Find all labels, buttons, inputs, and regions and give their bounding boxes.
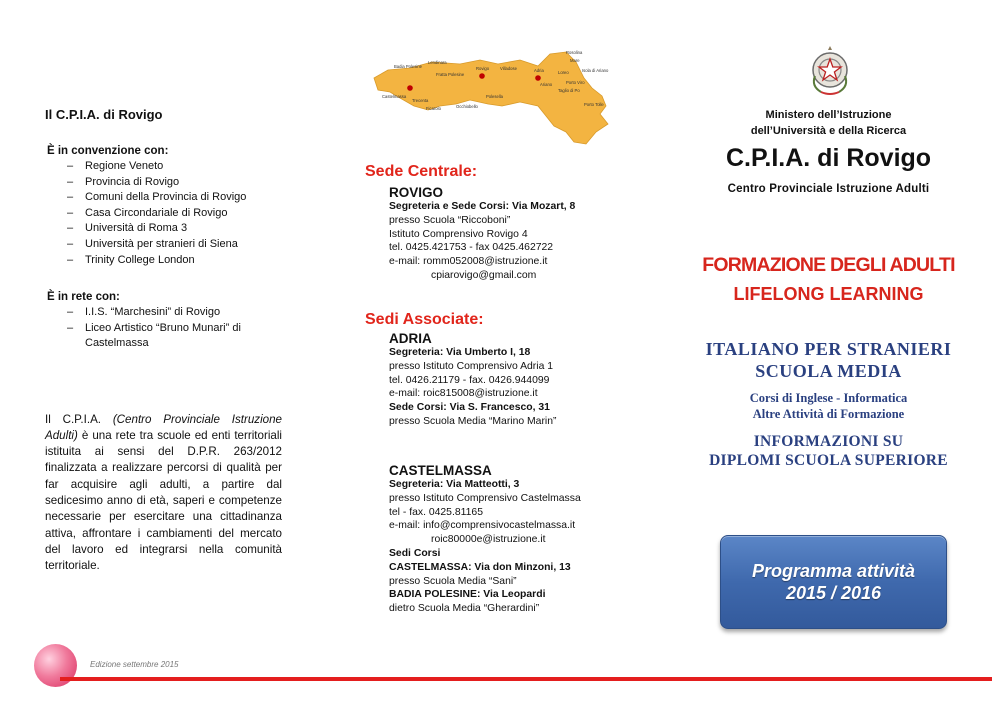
ministero-line-1: Ministero dell’Istruzione xyxy=(765,109,892,121)
list-item: – Regione Veneto xyxy=(67,159,295,175)
castelmassa-address: CASTELMASSA: Via don Minzoni, 13 xyxy=(389,561,571,573)
cpia-title: C.P.I.A. di Rovigo xyxy=(725,144,932,172)
map-label: Castelmassa xyxy=(382,94,407,99)
email-line[interactable]: e-mail: info@comprensivocastelmassa.it xyxy=(389,520,576,532)
tel-line: tel. 0426.21179 - fax. 0426.944099 xyxy=(389,374,550,386)
map-label: Lendinara xyxy=(428,60,447,65)
rovigo-marker xyxy=(479,73,485,79)
list-item: – Provincia di Rovigo xyxy=(67,175,295,191)
sedi-associate-title: Sedi Associate: xyxy=(365,311,484,328)
map-label: Porto Tolle xyxy=(584,102,604,107)
cpia-subtitle: Centro Provinciale Istruzione Adulti xyxy=(727,183,930,195)
map-label: Trecenta xyxy=(412,98,429,103)
map-label: Ficarolo xyxy=(426,106,441,111)
city-name: CASTELMASSA xyxy=(389,463,492,478)
corsi-line: Corsi di Inglese - Informatica xyxy=(749,391,908,405)
presso-line: presso Scuola Media “Sani” xyxy=(389,575,517,587)
info-heading xyxy=(665,432,992,470)
email-line-2[interactable]: cpiarovigo@gmail.com xyxy=(431,269,537,281)
castelmassa-block xyxy=(389,463,639,616)
diplomi-line: DIPLOMI SCUOLA SUPERIORE xyxy=(709,452,948,469)
badia-address: BADIA POLESINE: Via Leopardi xyxy=(389,589,546,601)
map-label: Isola di Ariano xyxy=(582,68,609,73)
sede-corsi-line: Sede Corsi: Via S. Francesco, 31 xyxy=(389,402,550,414)
presso-line: presso Scuola Media “Marino Marin” xyxy=(389,415,557,427)
segreteria-line: Segreteria: Via Umberto I, 18 xyxy=(389,347,531,358)
desc-italic: (Centro Provinciale Istruzione Adulti) xyxy=(45,412,282,442)
map-label: Loreo xyxy=(558,70,569,75)
map-label: Porto Viro xyxy=(566,80,585,85)
presso-line: presso Istituto Comprensivo Adria 1 xyxy=(389,360,554,372)
city-name: ROVIGO xyxy=(389,185,444,200)
list-item: – Trinity College London xyxy=(67,253,295,269)
rete-title: È in rete con: xyxy=(47,291,120,303)
convenzione-list xyxy=(45,159,295,268)
altre-line: Altre Attività di Formazione xyxy=(752,407,905,421)
presso-line: presso Scuola “Riccoboni” xyxy=(389,214,511,226)
city-name: ADRIA xyxy=(389,331,432,346)
rete-list xyxy=(45,305,295,352)
tel-line: tel. 0425.421753 - fax 0425.462722 xyxy=(389,242,554,254)
list-item: – I.I.S. “Marchesini” di Rovigo xyxy=(67,305,295,321)
map-label: Occhiobello xyxy=(456,104,478,109)
programma-line-1: Programma attività xyxy=(751,561,916,581)
rovigo-block xyxy=(389,185,639,283)
italian-emblem-icon xyxy=(807,42,853,98)
province-map xyxy=(370,40,610,150)
map-label: Rosolina xyxy=(566,50,583,55)
footer-divider xyxy=(60,677,992,681)
map-label: Polesella xyxy=(486,94,503,99)
org-heading: Il C.P.I.A. di Rovigo xyxy=(45,107,163,122)
istituto-line: Istituto Comprensivo Rovigo 4 xyxy=(389,228,528,240)
edition-note: Edizione settembre 2015 xyxy=(90,660,179,669)
informazioni-line: INFORMAZIONI SU xyxy=(753,433,904,450)
map-label: Adria xyxy=(534,68,544,73)
courses-heading xyxy=(665,338,992,382)
map-label: Rovigo xyxy=(476,66,490,71)
email-line[interactable]: e-mail: roic815008@istruzione.it xyxy=(389,388,538,400)
adria-block xyxy=(389,331,639,429)
programma-line-2: 2015 / 2016 xyxy=(785,583,882,603)
rete-section xyxy=(45,291,295,352)
tel-line: tel - fax. 0425.81165 xyxy=(389,506,483,518)
ministero-heading xyxy=(665,107,992,139)
map-label: Mare xyxy=(570,58,580,63)
list-item: – Università di Roma 3 xyxy=(67,221,295,237)
presso-line: dietro Scuola Media “Gherardini” xyxy=(389,603,540,615)
convenzione-section xyxy=(45,145,295,268)
map-label: Villadose xyxy=(500,66,517,71)
map-label: Ariano xyxy=(540,82,553,87)
map-label: Fratta Polesine xyxy=(436,72,465,77)
scuola-media-line: SCUOLA MEDIA xyxy=(755,361,902,381)
presso-line: presso Istituto Comprensivo Castelmassa xyxy=(389,492,581,504)
sede-centrale-title: Sede Centrale: xyxy=(365,163,478,180)
cpia-description xyxy=(45,412,282,575)
map-label: Badia Polesine xyxy=(394,64,422,69)
italiano-line: ITALIANO PER STRANIERI xyxy=(705,339,952,359)
list-item: – Comuni della Provincia di Rovigo xyxy=(67,190,295,206)
convenzione-title: È in convenzione con: xyxy=(47,145,169,157)
list-item: – Casa Circondariale di Rovigo xyxy=(67,206,295,222)
formazione-heading: FORMAZIONE DEGLI ADULTI xyxy=(702,254,955,276)
email-line-2[interactable]: roic80000e@istruzione.it xyxy=(431,534,546,546)
list-item: – Liceo Artistico “Bruno Munari” di Castelmassa xyxy=(67,321,295,352)
ministero-line-2: dell’Università e della Ricerca xyxy=(750,125,907,137)
sedi-corsi-label: Sedi Corsi xyxy=(389,547,441,559)
programma-button[interactable] xyxy=(720,535,947,629)
desc-lead: Il C.P.I.A. xyxy=(45,412,113,426)
castelmassa-marker xyxy=(407,85,413,91)
segreteria-line: Segreteria e Sede Corsi: Via Mozart, 8 xyxy=(389,201,576,212)
email-line[interactable]: e-mail: romm052008@istruzione.it xyxy=(389,256,548,268)
map-label: Taglio di Po xyxy=(558,88,580,93)
other-courses xyxy=(665,390,992,422)
segreteria-line: Segreteria: Via Matteotti, 3 xyxy=(389,479,520,490)
list-item: – Università per stranieri di Siena xyxy=(67,237,295,253)
lifelong-heading: LIFELONG LEARNING xyxy=(733,284,924,304)
adria-marker xyxy=(535,75,541,81)
desc-rest: è una rete tra scuole ed enti territoriali istituita ai sensi del D.P.R. 263/2012 finalizzata a realizzare percorsi di qualità per far acquisire agli adulti, a partire dal sedicesimo anno di età, saperi e competenze necessarie per esercitare una cittadinanza attiva, affrontare i cambiamenti del mercato del lavoro ed integrarsi nella comunità territoriale. xyxy=(45,428,282,573)
